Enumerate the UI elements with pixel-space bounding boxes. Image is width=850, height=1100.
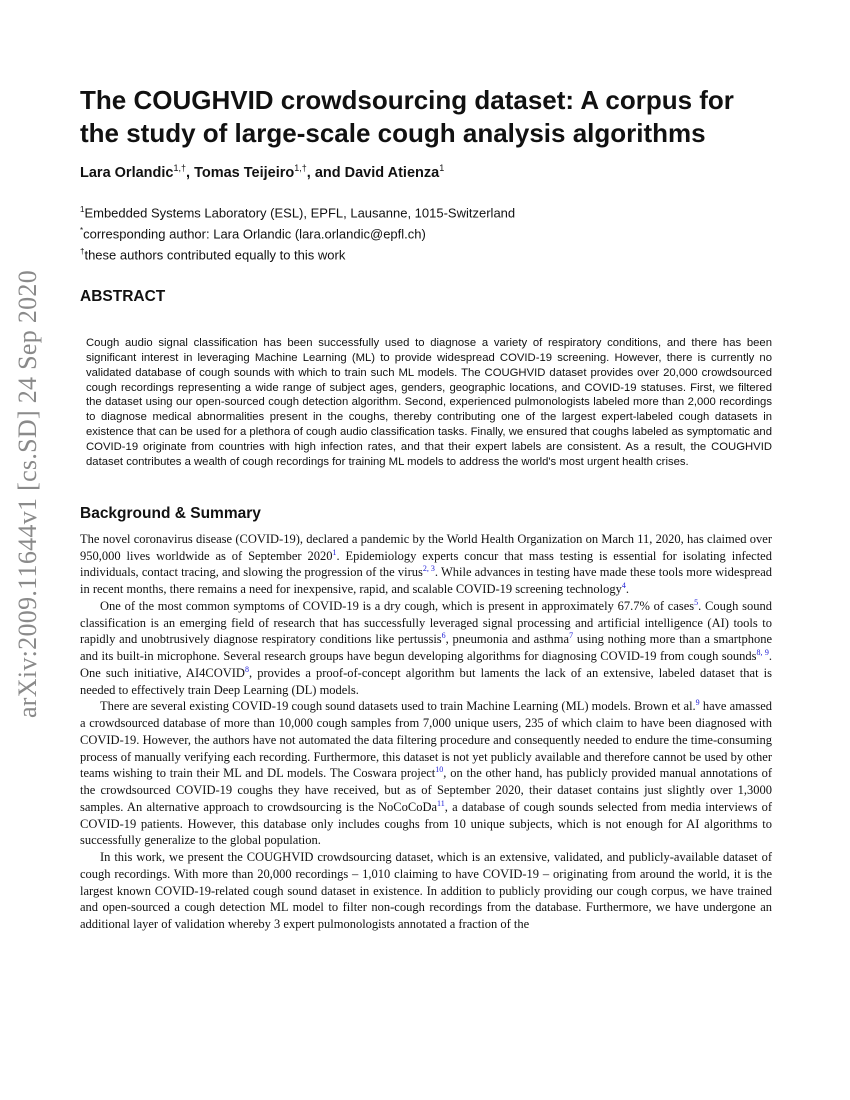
abstract-text: Cough audio signal classification has been successfully used to diagnose a variety of respiratory conditions, and there has been significant interest in leveraging Machine Learning (ML) to provide widespread COVID-19 screening. However, there is currently no validated database of cough sounds with which to train such ML models. The COUGHVID dataset provides over 20,000 crowdsourced cough recordings representing a wide range of subject ages, genders, geographic locations, and COVID-19 statuses. First, we filtered the dataset using our open-sourced cough detection algorithm. Second, experienced pulmonologists labeled more than 2,000 recordings to diagnose medical abnormalities present in the coughs, thereby contributing one of the largest expert-labeled cough datasets in existence that can be used for a plethora of cough audio classification tasks. Finally, we ensured that coughs labeled as symptomatic and COVID-19 originate from countries with high infection rates, and that their expert labels are consistent. As a result, the COUGHVID dataset contributes a wealth of cough recordings for training ML models to address the world's most urgent health crises.: [86, 336, 772, 469]
paper-page: [80, 84, 772, 933]
body-paragraph: One of the most common symptoms of COVID-19 is a dry cough, which is present in approximately 67.7% of cases$^5$. Cough sound classification is an emerging field of research that has successfully leveraged signal processing and artificial intelligence (AI) tools to rapidly and unobtrusively diagnose respiratory conditions like pertussis$^6$, pneumonia and asthma$^7$ using nothing more than a smartphone and its built-in microphone. Several research groups have begun developing algorithms for diagnosing COVID-19 from cough sounds$^{8, 9}$. One such initiative, AI4COVID$^8$, provides a proof-of-concept algorithm but laments the lack of an extensive, labeled dataset that is needed to effectively train Deep Learning (DL) models.: [80, 597, 772, 697]
citation-link[interactable]: 4: [621, 581, 626, 591]
body-paragraph: In this work, we present the COUGHVID crowdsourcing dataset, which is an extensive, validated, and publicly-available dataset of cough recordings. With more than 20,000 recordings – 1,010 claiming to have COVID-19 – originating from around the world, it is the largest known COVID-19-related cough sound dataset in existence. In addition to publicly providing our cough corpus, we have trained and open-sourced a cough detection ML model to filter non-cough recordings from the database. Furthermore, we have undergone an additional layer of validation whereby 3 expert pulmonologists annotated a fraction of the: [80, 850, 772, 932]
arxiv-side-stamp: [3, 269, 53, 719]
author-list: [80, 163, 772, 181]
citation-link[interactable]: 1: [332, 547, 337, 557]
citation-link[interactable]: 8, 9: [756, 648, 769, 658]
citation-link[interactable]: 8: [244, 664, 249, 674]
citation-link[interactable]: 10: [435, 765, 444, 775]
citation-link[interactable]: 5: [694, 597, 699, 607]
corresponding-author-line: *corresponding author: Lara Orlandic (lara.orlandic@epfl.ch): [80, 226, 426, 242]
paper-title: The COUGHVID crowdsourcing dataset: A corpus for the study of large-scale cough analysis algorithms: [80, 85, 734, 148]
affiliations: [80, 201, 772, 265]
affiliation-line: $^1$Embedded Systems Laboratory (ESL), EPFL, Lausanne, 1015-Switzerland: [80, 204, 516, 221]
equal-contribution-line: †these authors contributed equally to this work: [80, 247, 346, 263]
arxiv-identifier: arXiv:2009.11644v1 [cs.SD] 24 Sep 2020: [13, 269, 43, 719]
abstract-heading: ABSTRACT: [80, 287, 166, 305]
citation-link[interactable]: 9: [695, 698, 700, 708]
citation-link[interactable]: 6: [441, 631, 446, 641]
author: Lara Orlandic$^{1,\dagger}$,: [80, 163, 195, 181]
background-heading: Background & Summary: [80, 504, 261, 522]
author: Tomas Teijeiro$^{1,\dagger}$, and: [194, 163, 345, 181]
citation-link[interactable]: 11: [437, 798, 445, 808]
body-paragraph: The novel coronavirus disease (COVID-19), declared a pandemic by the World Health Organization on March 11, 2020, has claimed over 950,000 lives worldwide as of September 2020$^1$. Epidemiology experts concur that mass testing is essential for isolating infected individuals, contact tracing, and slowing the progression of the virus$^{2, 3}$. While advances in testing have made these tools more widespread in recent months, there remains a need for inexpensive, rapid, and scalable COVID-19 screening technology$^4$.: [80, 531, 773, 597]
body-paragraph: There are several existing COVID-19 cough sound datasets used to train Machine Learning (ML) models. Brown et al.$^9$ have amassed a crowdsourced database of more than 10,000 cough samples from 7,000 unique users, 235 of which claim to have been diagnosed with COVID-19. However, the authors have not automated the data filtering procedure and consequently needed to endure the time-consuming process of manually verifying each recording. Furthermore, this dataset is not yet publicly available and therefore cannot be used by other teams wishing to train their ML and DL models. The Coswara project$^{10}$, on the other hand, has publicly provided manual annotations of the crowdsourced COVID-19 coughs they have received, but as of September 2020, their dataset contains just slightly over 1,3000 samples. An alternative approach to crowdsourcing is the NoCoCoDa$^{11}$, a database of cough sounds selected from media interviews of COVID-19 patients. However, this database only includes coughs from 10 unique subjects, which is not enough for AI algorithms to successfully generalize to the global population.: [80, 698, 773, 848]
author: David Atienza$^1$: [344, 163, 445, 181]
citation-link[interactable]: 7: [569, 631, 574, 641]
body-text: [80, 531, 772, 933]
citation-link[interactable]: 2, 3: [422, 564, 435, 574]
